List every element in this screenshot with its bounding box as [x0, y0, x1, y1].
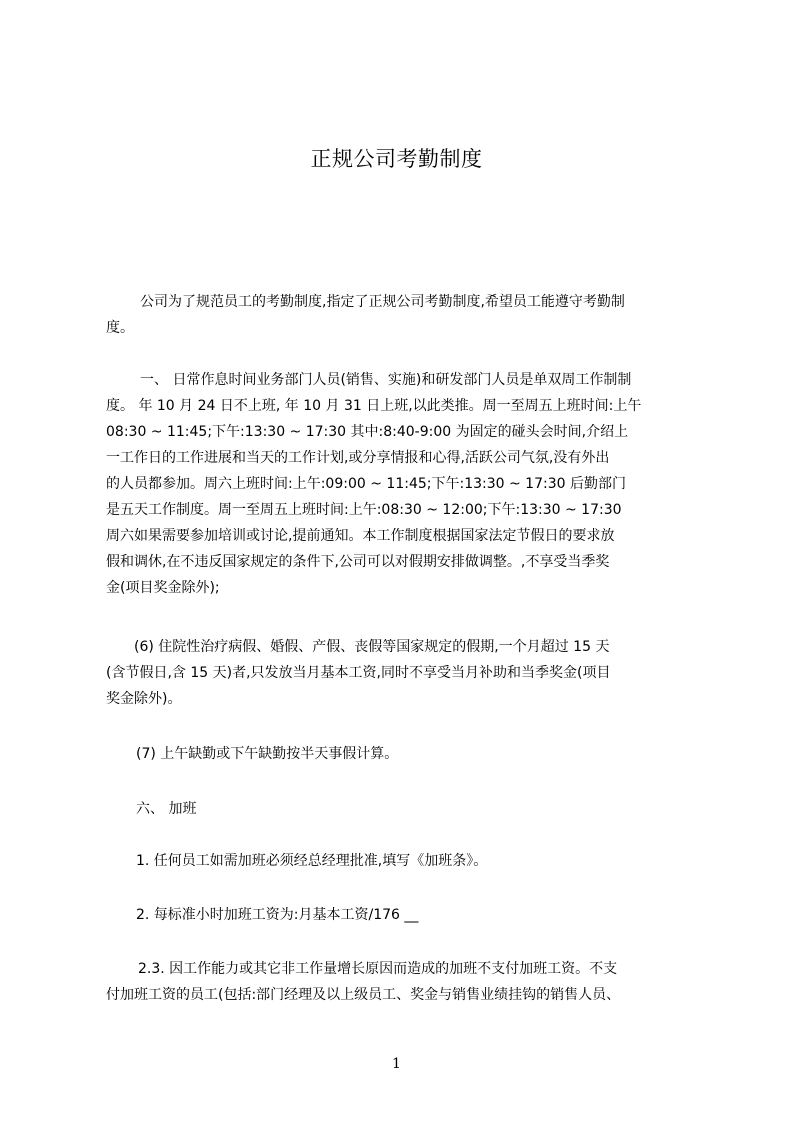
section-1-line: 一、 日常作息时间业务部门人员(销售、实施)和研发部门人员是单双周工作制制	[140, 372, 632, 388]
item-6-line: (6) 住院性治疗病假、婚假、产假、丧假等国家规定的假期,一个月超过 15 天	[134, 639, 610, 655]
overtime-item-1-text: 1. 任何员工如需加班必须经总经理批准,填写《加班条》。	[136, 853, 488, 869]
overtime-item-2	[106, 902, 696, 928]
overtime-item-2-text: 2. 每标准小时加班工资为:月基本工资/176 __	[136, 907, 419, 923]
item-7-line: (7) 上午缺勤或下午缺勤按半天事假计算。	[136, 746, 399, 762]
section-6-heading-text: 六、 加班	[136, 801, 197, 817]
section-1-line: 假和调休,在不违反国家规定的条件下,公司可以对假期安排做调整。,不享受当季奖	[106, 554, 610, 570]
section-1-line: 08:30 ~ 11:45;下午:13:30 ~ 17:30 其中:8:40-9:00 为固定的碰头会时间,介绍上	[106, 424, 629, 440]
section-1-line: 金(项目奖金除外);	[106, 580, 220, 596]
item-6-line: (含节假日,含 15 天)者,只发放当月基本工资,同时不享受当月补助和当季奖金(项目	[106, 665, 611, 681]
section-6-heading	[106, 796, 696, 822]
overtime-item-1	[106, 848, 696, 874]
section-1-line: 一工作日的工作进展和当天的工作计划,或分享情报和心得,活跃公司气氛,没有外出	[106, 450, 610, 466]
section-1-paragraph	[106, 367, 696, 601]
overtime-item-3-paragraph	[106, 956, 696, 1008]
item-6-line: 奖金除外)。	[106, 691, 182, 707]
item-7-paragraph	[106, 741, 696, 767]
intro-paragraph	[106, 289, 696, 341]
intro-line-1: 公司为了规范员工的考勤制度,指定了正规公司考勤制度,希望员工能遵守考勤制	[140, 294, 625, 310]
page-number: 1	[392, 1056, 401, 1072]
section-1-line: 是五天工作制度。周一至周五上班时间:上午:08:30 ~ 12:00;下午:13:30 ~ 17:30	[106, 502, 622, 518]
section-1-line: 周六如果需要参加培训或讨论,提前通知。本工作制度根据国家法定节假日的要求放	[106, 528, 615, 544]
section-1-line: 度。 年 10 月 24 日不上班, 年 10 月 31 日上班,以此类推。周一至周五上班时间:上午	[106, 398, 642, 414]
section-1-line: 的人员都参加。周六上班时间:上午:09:00 ~ 11:45;下午:13:30 ~ 17:30 后勤部门	[106, 476, 626, 492]
document-title: 正规公司考勤制度	[310, 147, 483, 171]
overtime-item-3-line: 付加班工资的员工(包括:部门经理及以上级员工、奖金与销售业绩挂钩的销售人员、	[106, 987, 621, 1003]
item-6-paragraph	[106, 634, 696, 712]
overtime-item-3-line: 2.3. 因工作能力或其它非工作量增长原因而造成的加班不支付加班工资。不支	[138, 961, 618, 977]
intro-line-2: 度。	[106, 320, 134, 336]
